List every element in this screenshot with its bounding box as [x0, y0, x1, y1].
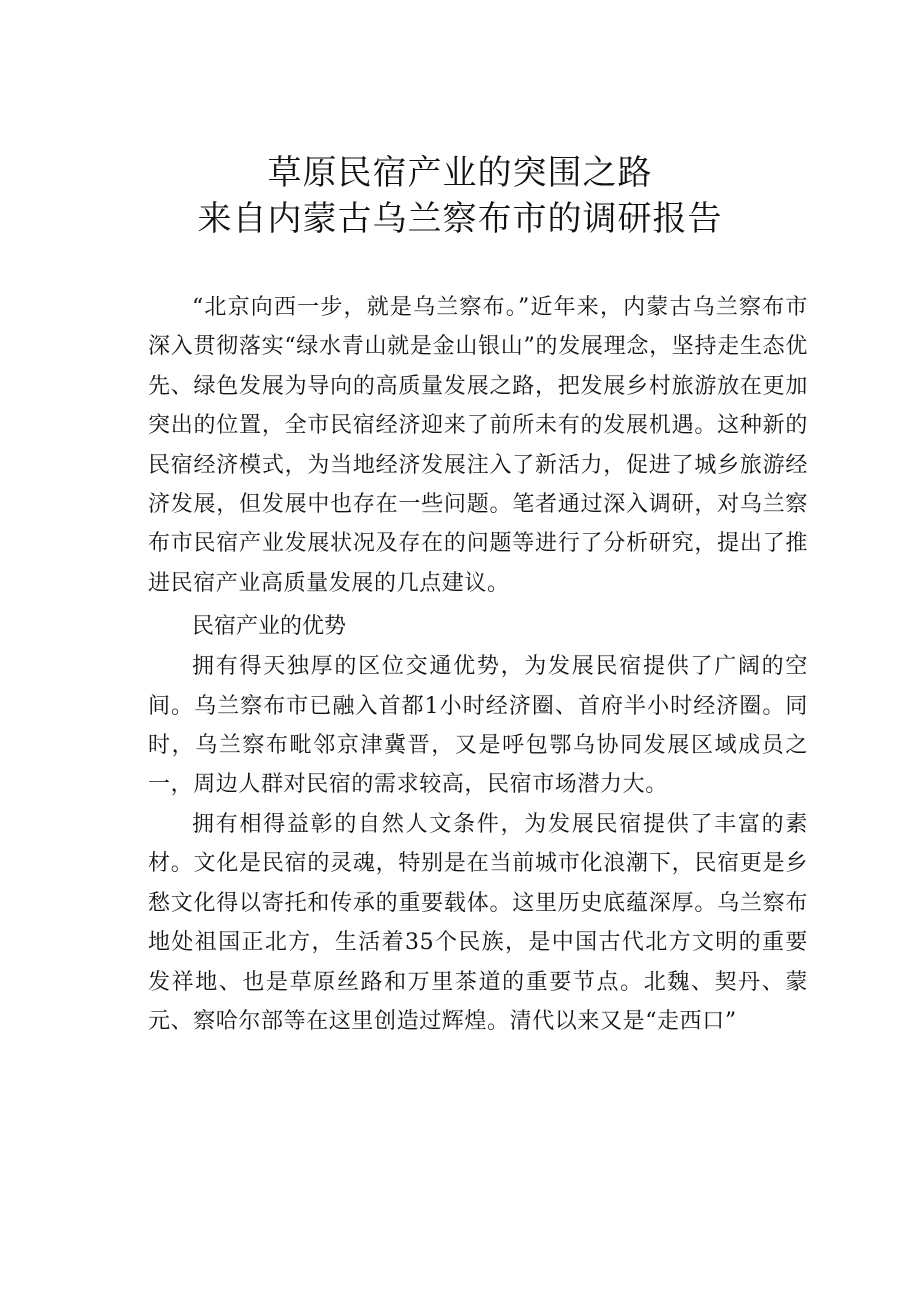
document-title — [0, 150, 920, 242]
title-line-2: 来自内蒙古乌兰察布市的调研报告 — [197, 199, 723, 239]
paragraph-location-advantage: 拥有得天独厚的区位交通优势，为发展民宿提供了广阔的空间。乌兰察布市已融入首都1小时经济圈、首府半小时经济圈。同时，乌兰察布毗邻京津冀晋，又是呼包鄂乌协同发展区域成员之一，周边人群对民宿的需求较高，民宿市场潜力大。 — [148, 654, 808, 798]
title-line-1: 草原民宿产业的突围之路 — [267, 153, 653, 193]
section-heading: 民宿产业的优势 — [192, 614, 347, 640]
intro-paragraph: “北京向西一步，就是乌兰察布。”近年来，内蒙古乌兰察布市深入贯彻落实“绿水青山就是金山银山”的发展理念，坚持走生态优先、绿色发展为导向的高质量发展之路，把发展乡村旅游放在更加突出的位置，全市民宿经济迎来了前所未有的发展机遇。这种新的民宿经济模式，为当地经济发展注入了新活力，促进了城乡旅游经济发展，但发展中也存在一些问题。笔者通过深入调研，对乌兰察布市民宿产业发展状况及存在的问题等进行了分析研究，提出了推进民宿产业高质量发展的几点建议。 — [148, 295, 808, 596]
document-body — [148, 288, 808, 1041]
paragraph-natural-cultural: 拥有相得益彰的自然人文条件，为发展民宿提供了丰富的素材。文化是民宿的灵魂，特别是在当前城市化浪潮下，民宿更是乡愁文化得以寄托和传承的重要载体。这里历史底蕴深厚。乌兰察布地处祖国正北方，生活着35个民族，是中国古代北方文明的重要发祥地、也是草原丝路和万里茶道的重要节点。北魏、契丹、蒙元、察哈尔部等在这里创造过辉煌。清代以来又是“走西口” — [148, 811, 808, 1034]
